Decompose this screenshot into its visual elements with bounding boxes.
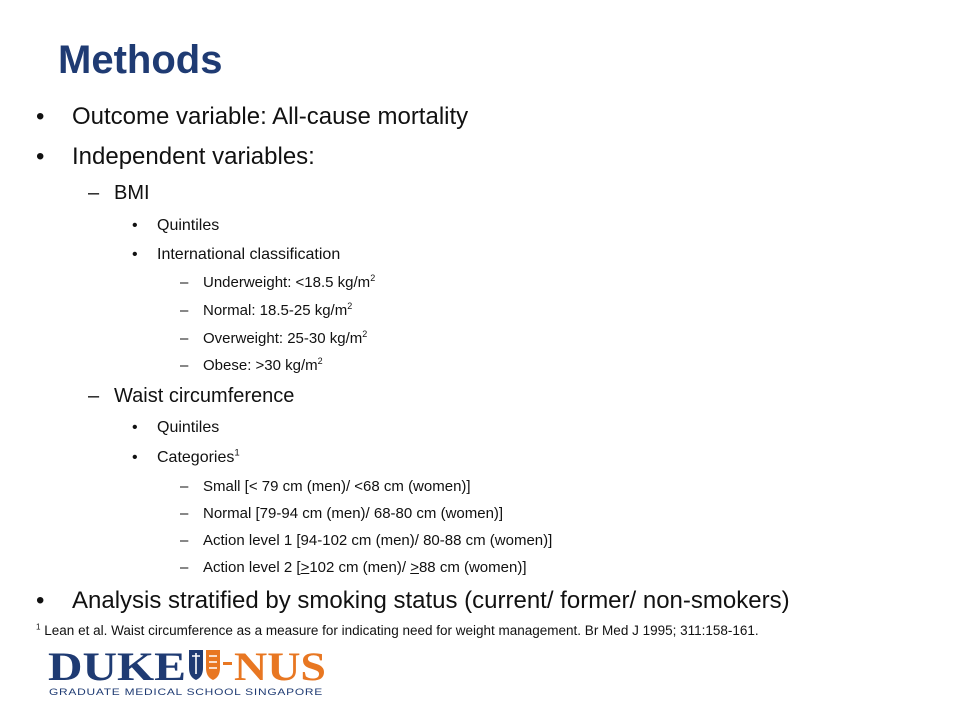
waist-quintiles: Quintiles [157, 419, 220, 436]
bullet-dot: • [36, 587, 45, 614]
waist-categories [157, 448, 240, 468]
slide-title: Methods [58, 38, 223, 82]
dash-marker: – [180, 302, 189, 319]
dash-marker: – [180, 274, 189, 291]
action-2-men: 102 cm (men)/ [309, 559, 411, 576]
bullet-dot: • [132, 246, 138, 263]
sub-bullet-bmi: BMI [114, 182, 150, 204]
bullet-independent: Independent variables: [72, 143, 315, 170]
waist-small: Small [< 79 cm (men)/ <68 cm (women)] [203, 478, 471, 495]
categories-text: Categories [157, 449, 235, 466]
ge-symbol: > [300, 559, 310, 576]
waist-normal: Normal [79-94 cm (men)/ 68-80 cm (women)] [203, 505, 504, 522]
bullet-dot: • [132, 217, 138, 234]
crest-icon [189, 650, 232, 680]
dash-marker: – [88, 182, 100, 204]
bmi-underweight [203, 274, 375, 292]
logo-tagline: GRADUATE MEDICAL SCHOOL SINGAPORE [49, 687, 323, 698]
waist-action-1: Action level 1 [94-102 cm (men)/ 80-88 cm (women)] [203, 532, 553, 549]
ge-symbol: > [410, 559, 419, 576]
footnote-text: Lean et al. Waist circumference as a measure for indicating need for weight management. Br Med J 1995; 311:158-161. [44, 623, 759, 638]
bullet-analysis: Analysis stratified by smoking status (current/ former/ non-smokers) [72, 587, 790, 614]
logo-nus: NUS [234, 644, 326, 689]
footnote [36, 622, 936, 640]
footnote-ref: 1 [234, 447, 240, 459]
bmi-normal [203, 302, 352, 320]
bmi-international: International classification [157, 246, 341, 263]
dash-marker: – [180, 505, 189, 522]
action-2-women: 88 cm (women)] [418, 559, 527, 576]
dash-marker: – [180, 330, 189, 347]
superscript-two: 2 [370, 273, 376, 283]
superscript-two: 2 [317, 356, 323, 366]
bmi-overweight [203, 330, 367, 348]
sub-bullet-waist: Waist circumference [114, 385, 295, 407]
superscript-two: 2 [347, 301, 353, 311]
bmi-obese [203, 357, 323, 375]
action-2-start: Action level 2 [ [203, 559, 301, 576]
bullet-dot: • [36, 103, 45, 130]
dash-marker: – [180, 357, 189, 374]
underweight-text: Underweight: <18.5 kg/m [203, 274, 371, 291]
dash-marker: – [88, 385, 100, 407]
obese-text: Obese: >30 kg/m [203, 357, 318, 374]
logo-duke: DUKE [48, 644, 186, 689]
superscript-two: 2 [362, 329, 368, 339]
dash-marker: – [180, 478, 189, 495]
dash-marker: – [180, 559, 189, 576]
overweight-text: Overweight: 25-30 kg/m [203, 330, 363, 347]
bullet-dot: • [132, 419, 138, 436]
bullet-dot: • [132, 449, 138, 466]
bmi-quintiles: Quintiles [157, 217, 220, 234]
bullet-outcome: Outcome variable: All-cause mortality [72, 103, 469, 130]
bullet-dot: • [36, 143, 45, 170]
waist-action-2 [203, 559, 527, 577]
normal-text: Normal: 18.5-25 kg/m [203, 302, 348, 319]
duke-nus-logo [48, 644, 328, 700]
footnote-marker: 1 [36, 622, 41, 632]
dash-marker: – [180, 532, 189, 549]
